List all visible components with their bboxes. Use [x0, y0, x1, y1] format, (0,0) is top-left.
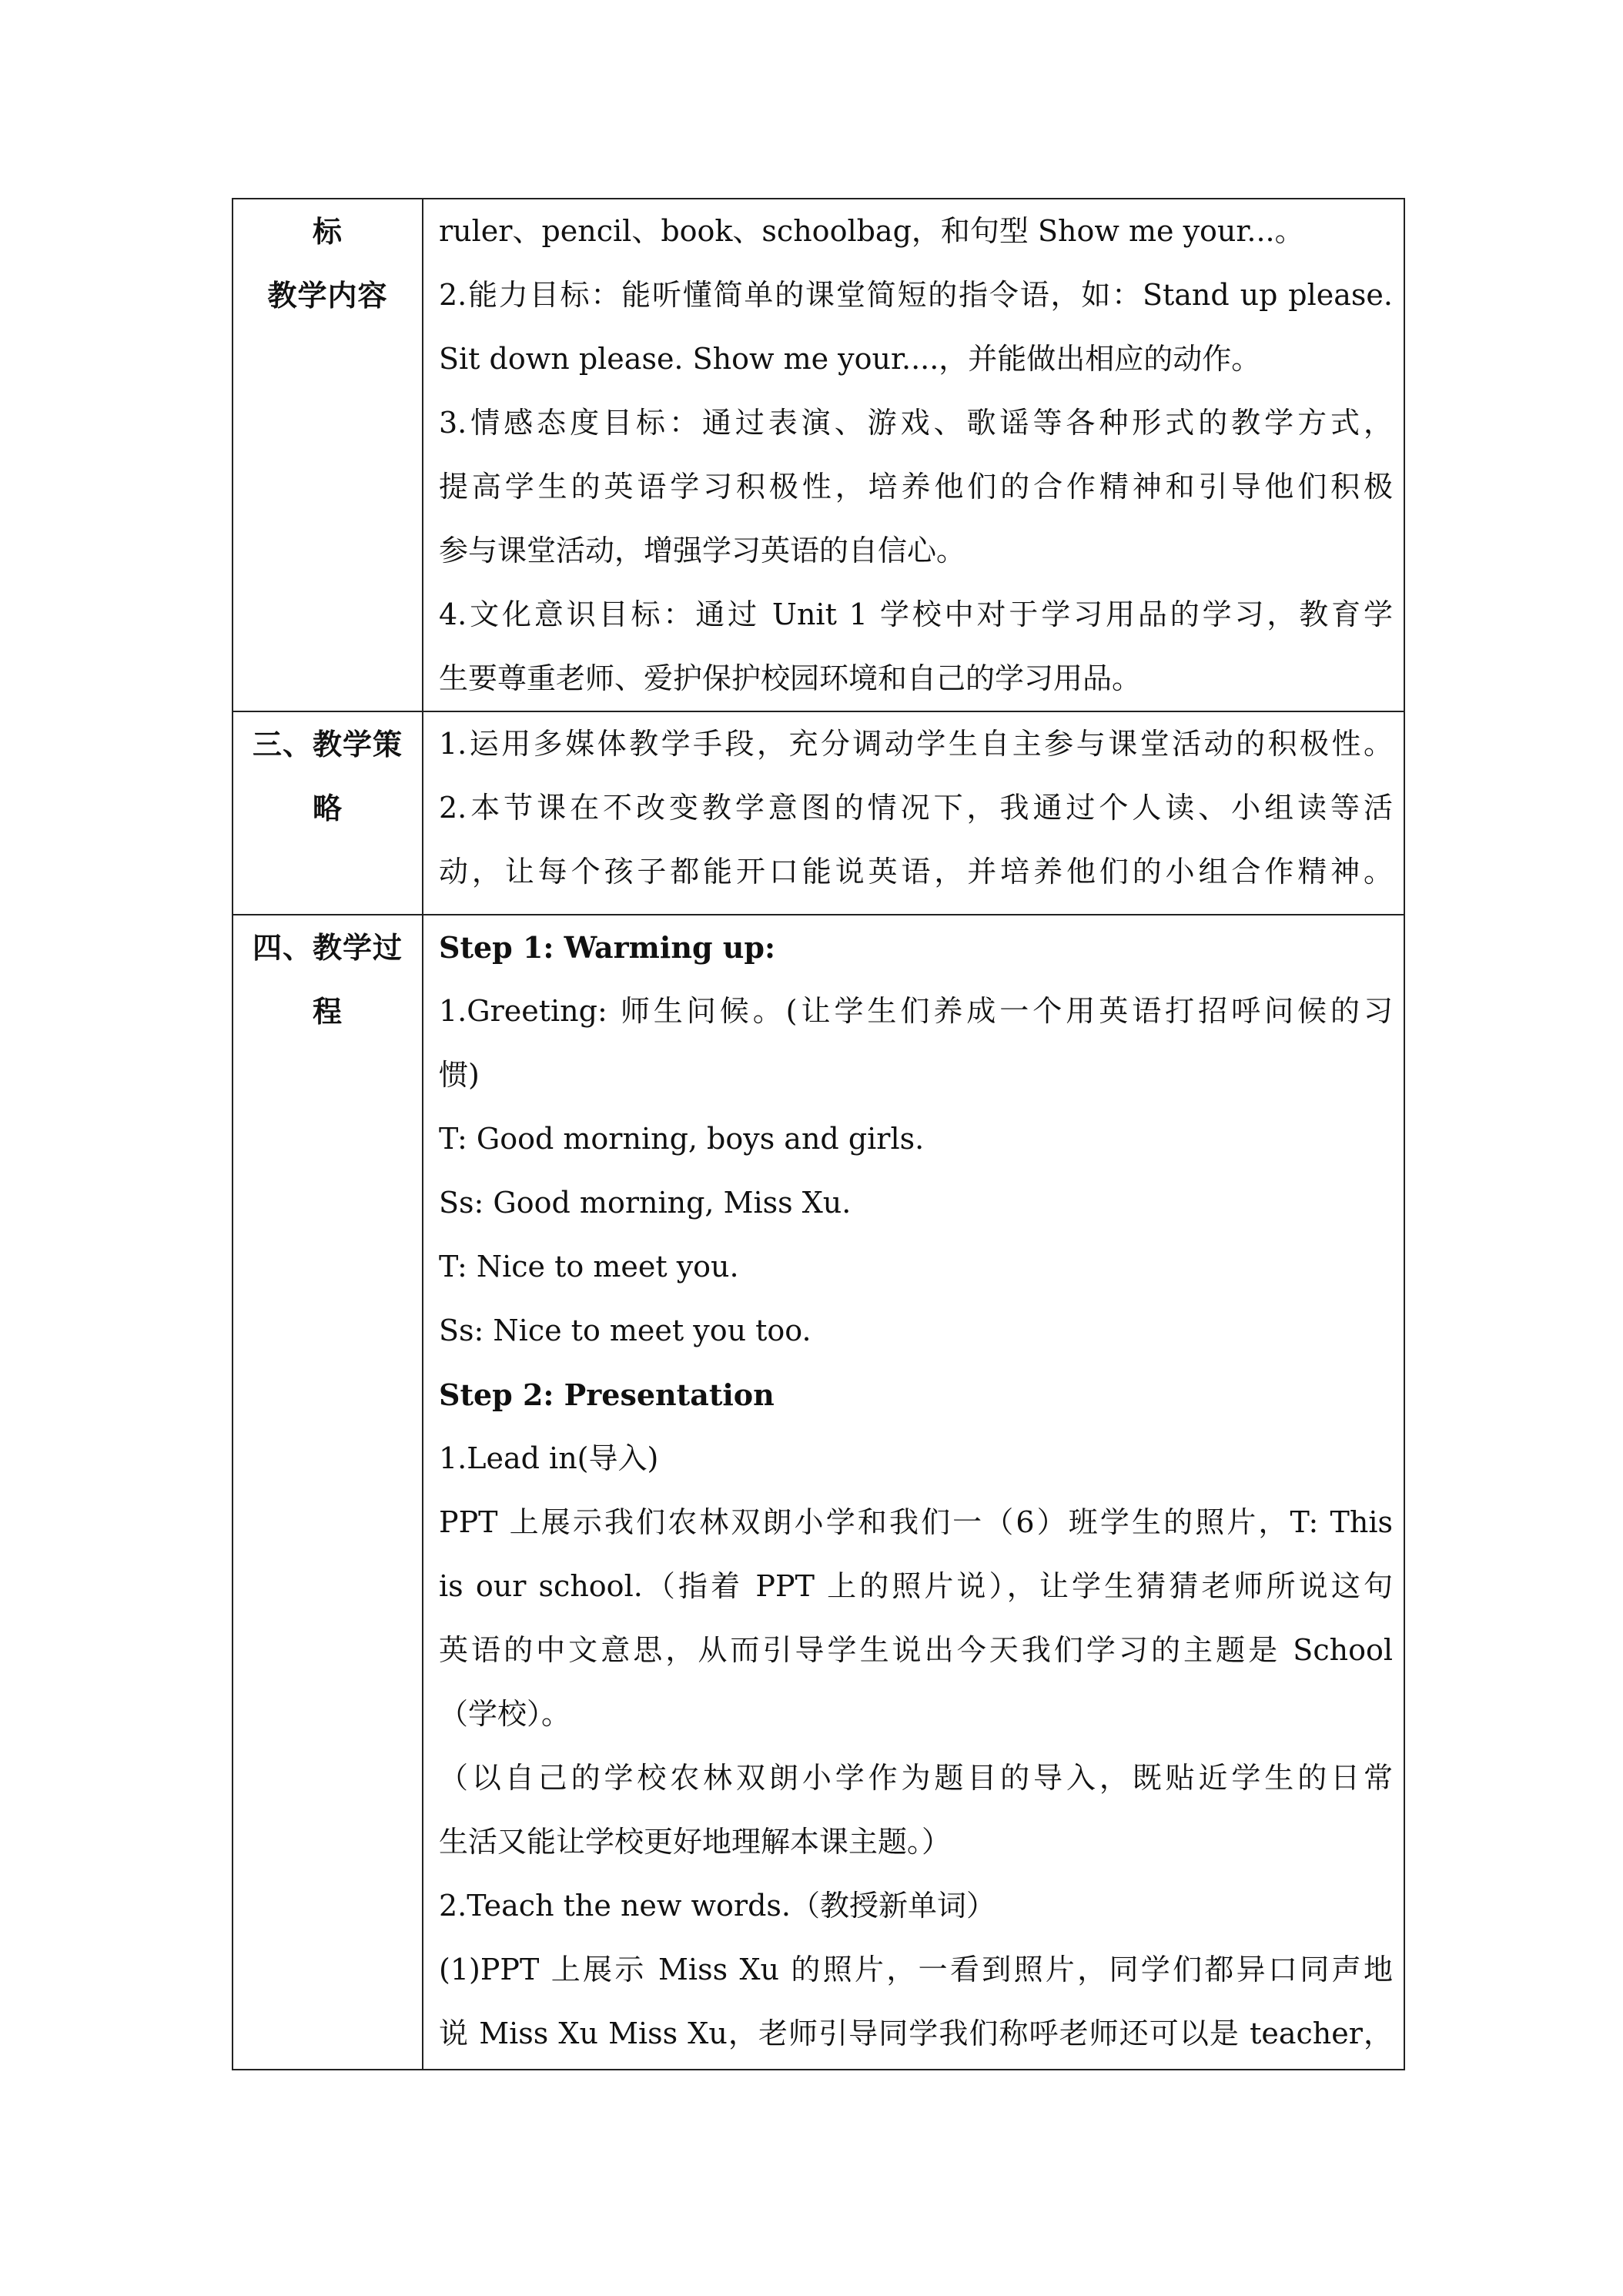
content-line: 动，让每个孩子都能开口能说英语，并培养他们的小组合作精神。 [439, 855, 1393, 889]
content-line: PPT 上展示我们农林双朗小学和我们一（6）班学生的照片，T: This [439, 1505, 1393, 1539]
content-line: 参与课堂活动，增强学习英语的自信心。 [439, 534, 966, 567]
row-content-cell [423, 199, 1404, 711]
content-line: 英语的中文意思，从而引导学生说出今天我们学习的主题是 School [439, 1633, 1393, 1667]
row-label-cell [233, 711, 423, 915]
content-line: 说 Miss Xu Miss Xu，老师引导同学我们称呼老师还可以是 teacher， [439, 2017, 1393, 2050]
row-label-line: 教学内容 [267, 278, 388, 313]
content-line: 1.Lead in(导入) [439, 1441, 659, 1475]
content-line: ruler、pencil、book、schoolbag，和句型 Show me your...。 [439, 214, 1304, 248]
content-line: Sit down please. Show me your....，并能做出相应的动作。 [439, 342, 1261, 376]
row-content-cell [423, 711, 1404, 915]
dialogue-line: Ss: Good morning, Miss Xu. [439, 1186, 852, 1220]
content-line: （学校）。 [439, 1697, 571, 1731]
content-line: is our school.（指着 PPT 上的照片说），让学生猜猜老师所说这句 [439, 1569, 1393, 1603]
row-label-cell [233, 199, 423, 711]
content-line: 生活又能让学校更好地理解本课主题。） [439, 1825, 952, 1859]
row-label-line: 四、教学过 [252, 930, 403, 965]
row-label-line: 标 [312, 214, 343, 249]
content-line: (1)PPT 上展示 Miss Xu 的照片，一看到照片，同学们都异口同声地 [439, 1953, 1393, 1986]
content-line: 2.能力目标：能听懂简单的课堂简短的指令语，如：Stand up please. [439, 278, 1393, 312]
row-label-line: 三、教学策 [252, 727, 403, 761]
content-line: 提高学生的英语学习积极性，培养他们的合作精神和引导他们积极 [439, 470, 1393, 504]
lesson-plan-table [232, 198, 1405, 2070]
dialogue-line: T: Good morning, boys and girls. [439, 1122, 925, 1156]
content-line: 2.本节课在不改变教学意图的情况下，我通过个人读、小组读等活 [439, 791, 1393, 825]
dialogue-line: Ss: Nice to meet you too. [439, 1314, 812, 1347]
row-label-line: 略 [312, 791, 343, 825]
table-row-objectives [233, 199, 1404, 711]
content-line: 3.情感态度目标：通过表演、游戏、歌谣等各种形式的教学方式， [439, 406, 1393, 440]
content-line: （以自己的学校农林双朗小学作为题目的导入，既贴近学生的日常 [439, 1761, 1393, 1795]
content-line: 1.Greeting: 师生问候。(让学生们养成一个用英语打招呼问候的习 [439, 994, 1393, 1028]
content-line: 4.文化意识目标：通过 Unit 1 学校中对于学习用品的学习，教育学 [439, 597, 1393, 631]
table-row-strategy [233, 711, 1404, 915]
table-row-process [233, 915, 1404, 2070]
content-line: 1.运用多媒体教学手段，充分调动学生自主参与课堂活动的积极性。 [439, 727, 1393, 761]
content-line: 惯) [439, 1058, 480, 1092]
row-label-cell [233, 915, 423, 2070]
content-line: 2.Teach the new words.（教授新单词） [439, 1889, 996, 1923]
step-heading: Step 1: Warming up: [439, 930, 775, 965]
dialogue-line: T: Nice to meet you. [439, 1250, 739, 1284]
row-label-line: 程 [312, 994, 343, 1029]
row-content-cell [423, 915, 1404, 2070]
content-line: 生要尊重老师、爱护保护校园环境和自己的学习用品。 [439, 661, 1142, 695]
step-heading: Step 2: Presentation [439, 1377, 775, 1412]
